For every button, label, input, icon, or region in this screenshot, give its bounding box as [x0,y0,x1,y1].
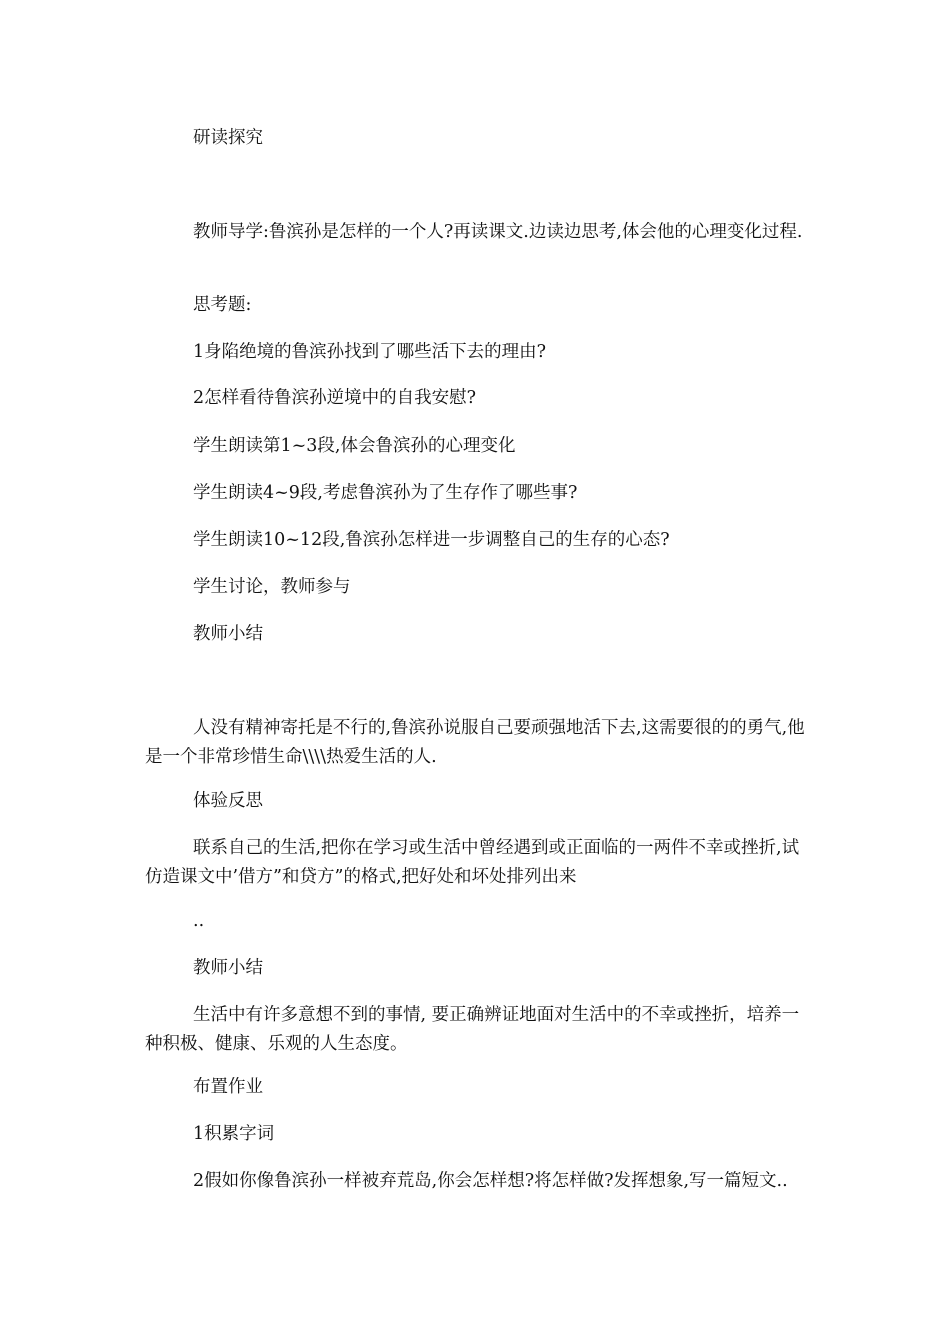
question-2: 2怎样看待鲁滨孙逆境中的自我安慰? [193,388,477,408]
reading-task-3: 学生朗读10~12段,鲁滨孙怎样进一步调整自己的生存的心态? [193,530,670,550]
teacher-summary-heading-1: 教师小结 [193,624,263,644]
homework-item-1: 1积累字词 [193,1124,275,1144]
homework-heading: 布置作业 [193,1077,263,1097]
teacher-guide-paragraph: 教师导学:鲁滨孙是怎样的一个人?再读课文.边读边思考,体会他的心理变化过程. [193,222,803,242]
discussion-line: 学生讨论，教师参与 [193,577,351,597]
question-1: 1身陷绝境的鲁滨孙找到了哪些活下去的理由? [193,342,547,362]
reflection-heading: 体验反思 [193,791,263,811]
section-heading-research: 研读探究 [193,128,263,148]
reflection-paragraph: 联系自己的生活,把你在学习或生活中曾经遇到或正面临的一两件不幸或挫折,试仿造课文中’借方”和贷方”的格式,把好处和坏处排列出来 [145,838,800,887]
teacher-summary-heading-2: 教师小结 [193,958,263,978]
reading-task-2: 学生朗读4~9段,考虑鲁滨孙为了生存作了哪些事? [193,483,578,503]
summary-paragraph-2: 生活中有许多意想不到的事情, 要正确辨证地面对生活中的不幸或挫折，培养一种积极、健康、乐观的人生态度。 [145,1005,800,1054]
summary-paragraph-1: 人没有精神寄托是不行的,鲁滨孙说服自己要顽强地活下去,这需要很的的勇气,他是一个非常珍惜生命\\\\热爱生活的人. [145,718,805,767]
reading-task-1: 学生朗读第1~3段,体会鲁滨孙的心理变化 [193,436,516,456]
questions-heading: 思考题: [193,295,252,315]
ellipsis-line: .. [193,911,205,931]
homework-item-2: 2假如你像鲁滨孙一样被弃荒岛,你会怎样想?将怎样做?发挥想象,写一篇短文.. [193,1171,788,1191]
